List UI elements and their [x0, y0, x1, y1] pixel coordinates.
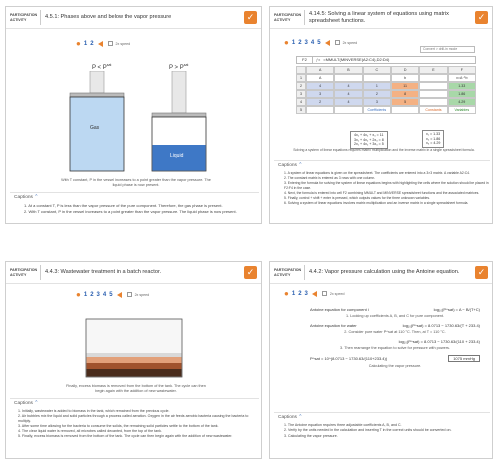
step-controls	[284, 38, 357, 47]
step-1-button[interactable]: 1	[83, 40, 88, 47]
step-2-button[interactable]: 2	[298, 290, 302, 297]
spreadsheet-row	[296, 82, 476, 90]
antoine-steps: Antoine equation for component i log₁₀(P^sat) = A − B/(T+C) 1. Looking up coefficients A, B, and C for pure component. Antoine equation for water log₁₀(P^sat) = 8.0713 − 1730.63/(T + 233.4) 2. Consider pure water P^sat at 110 °C. Then, at T = 110 °C. log₁₀(P^sat) = 8.0713 − 1730.63/(110 + 233.4) 3. Then rearrange the equation to solve for pressure with powers. P^sat = 10^(8.0713 − 1730.63/(110+233.4)) 1075 mmHg Calculating the vapor pressure.	[310, 307, 480, 368]
spreadsheet-cell[interactable]: b	[391, 74, 419, 82]
gas-label: Gas	[90, 125, 100, 131]
current-step-dot-icon: ●	[284, 289, 289, 298]
spreadsheet-cell[interactable]: 5	[391, 98, 419, 106]
spreadsheet-row	[296, 74, 476, 82]
spreadsheet-cell[interactable]: 2	[296, 82, 306, 90]
activity-title: 4.14.5: Solving a linear system of equations using matrix spreadsheet functions.	[309, 10, 449, 24]
spreadsheet-cell[interactable]: 3	[306, 90, 334, 98]
spreadsheet-cell[interactable]: 2	[306, 98, 334, 106]
caption-item: 5. Finally, control + shift + enter is pressed, which outputs values for the three unknown variables.	[284, 196, 430, 201]
step-4-button[interactable]: 4	[102, 291, 107, 298]
spreadsheet-cell[interactable]: 2	[363, 90, 391, 98]
spreadsheet-cell[interactable]: 8	[391, 90, 419, 98]
solution-box: x₁ = 1.33 x₂ = 1.86 x₃ = 4.29	[422, 130, 444, 148]
caption-item: 4. The clear liquid water is removed, all microbes called decanted, from the top of the tank.	[18, 429, 162, 434]
column-header: B	[334, 66, 362, 74]
activity-title: 4.5.1: Phases above and below the vapor pressure	[45, 14, 172, 21]
step-5-button[interactable]: 5	[317, 39, 321, 46]
speed-label: 2x speed	[115, 41, 131, 46]
current-step-dot-icon: ●	[76, 290, 81, 299]
activity-panel-linear-system	[269, 6, 493, 224]
column-header: C	[363, 66, 391, 74]
spreadsheet-cell[interactable]: 11	[391, 82, 419, 90]
captions-list	[284, 423, 490, 439]
column-header: D	[391, 66, 419, 74]
speed-checkbox[interactable]	[127, 292, 132, 297]
current-step-dot-icon: ●	[76, 39, 81, 48]
spreadsheet-cell[interactable]	[419, 74, 447, 82]
caption-item: 1. A system of linear equations is given on the spreadsheet. The coefficients are entered into a 3×3 matrix. A variable A2:C4.	[284, 171, 470, 175]
captions-toggle[interactable]: Captions ⌃	[278, 415, 303, 420]
caption-item: 2. Verify by the units needed in the calculation and inserting T in the correct units should be converted on.	[284, 428, 452, 433]
spreadsheet-cell[interactable]	[334, 74, 362, 82]
caption-item: 3. Calculating the vapor pressure.	[284, 433, 338, 438]
spreadsheet-cell[interactable]	[334, 106, 362, 114]
completion-check-icon: ✓	[475, 11, 488, 24]
animation-caption: With T constant, P in the vessel increases to a point greater than the vapor pressure. The liquid phase is now present.	[61, 178, 211, 187]
liquid-label: Liquid	[170, 153, 184, 159]
spreadsheet-cell[interactable]: 5	[296, 106, 306, 114]
spreadsheet-cell[interactable]: 1.33	[448, 82, 476, 90]
spreadsheet-cell[interactable]: Coefficients	[363, 106, 391, 114]
animation-caption: Finally, excess biomass is removed from the bottom of the tank. The cycle can then begin again with the addition of new wastewater.	[66, 384, 206, 393]
spreadsheet-cell[interactable]: x=A⁻¹b	[448, 74, 476, 82]
caption-item: 2. The constant matrix is entered as 3 rows with one column.	[284, 176, 376, 181]
formula-text: =MMULT(MINVERSE(A2:C4),D2:D4)	[323, 57, 390, 62]
spreadsheet-cell[interactable]	[419, 90, 447, 98]
spreadsheet-cell[interactable]	[419, 98, 447, 106]
activity-title: 4.4.3: Wastewater treatment in a batch reactor.	[45, 269, 162, 276]
column-header	[296, 66, 306, 74]
activity-panel-wastewater	[5, 261, 262, 459]
spreadsheet-row	[296, 90, 476, 98]
step-1-button[interactable]: 1	[291, 290, 296, 297]
captions-toggle[interactable]: Captions ⌃	[278, 163, 303, 168]
spreadsheet-cell[interactable]: 4	[296, 98, 306, 106]
step-controls	[284, 289, 344, 298]
activity-header	[6, 262, 261, 284]
spreadsheet-grid	[296, 66, 476, 114]
current-step-dot-icon: ●	[284, 38, 289, 47]
captions-list	[24, 203, 256, 215]
speed-label: 2x speed	[342, 40, 358, 45]
play-back-icon[interactable]	[312, 291, 317, 297]
spreadsheet-cell[interactable]	[391, 106, 419, 114]
captions-list	[284, 171, 490, 206]
left-vessel	[66, 71, 128, 173]
activity-tag: PARTICIPATION ACTIVITY	[10, 268, 38, 277]
spreadsheet-cell[interactable]: 1	[363, 82, 391, 90]
spreadsheet-cell[interactable]: 4	[306, 82, 334, 90]
spreadsheet-cell[interactable]	[306, 106, 334, 114]
activity-header	[6, 7, 261, 29]
speed-checkbox[interactable]	[322, 291, 327, 296]
spreadsheet-cell[interactable]: 4	[334, 90, 362, 98]
spreadsheet-row	[296, 98, 476, 106]
caption-item: 1. At a constant T, P is less than the vapor pressure of the pure component. Therefore, the gas phase is present.	[24, 203, 223, 208]
step-3-button[interactable]: 3	[96, 291, 100, 298]
spreadsheet-row	[296, 106, 476, 114]
activity-tag: PARTICIPATION ACTIVITY	[10, 13, 38, 22]
caption-item: 3. After some time allowing for the bacteria to consume the solids, the remaining solid particles settle to the bottom of the tank.	[18, 423, 219, 428]
step-controls	[76, 290, 149, 299]
activity-header	[270, 262, 492, 284]
activity-title: 4.4.2: Vapor pressure calculation using the Antoine equation.	[309, 269, 460, 276]
step-3-button[interactable]: 3	[304, 290, 308, 297]
completion-check-icon: ✓	[244, 266, 257, 279]
spreadsheet-cell[interactable]: 1.86	[448, 90, 476, 98]
activity-tag: PARTICIPATION ACTIVITY	[274, 268, 302, 277]
step-2-button[interactable]: 2	[298, 39, 302, 46]
spreadsheet-cell[interactable]: 1	[296, 74, 306, 82]
spreadsheet-cell[interactable]: 3	[363, 98, 391, 106]
speed-label: 2x speed	[329, 291, 345, 296]
activity-panel-vapor-phases	[5, 6, 262, 224]
step-1-button[interactable]: 1	[83, 291, 88, 298]
equation-system: 4x₁ + 4x₂ + x₃ = 11 3x₁ + 4x₂ + 2x₃ = 8 2x₁ + 4x₂ + 3x₃ = 5	[350, 131, 388, 149]
step-1-button[interactable]: 1	[291, 39, 296, 46]
spreadsheet-cell[interactable]: Variables	[448, 106, 476, 114]
right-vessel-label: $P > P^{sat}$	[169, 63, 189, 71]
caption-item: 5. Finally, excess biomass is removed from the bottom of the tank. The cycle can then begin again with the addition of new wastewater.	[18, 434, 233, 439]
completion-check-icon: ✓	[475, 266, 488, 279]
captions-list	[18, 409, 256, 440]
step-2-button[interactable]: 2	[90, 291, 94, 298]
fx-icon: ƒx	[316, 57, 321, 62]
completion-check-icon: ✓	[244, 11, 257, 24]
spreadsheet-cell[interactable]	[419, 82, 447, 90]
caption-item: 6. Solving a system of linear equations involves matrix multiplication and an inverse matrix in a single spreadsheet formula.	[284, 201, 469, 206]
caption-item: 3. Entering the formula for solving the system of linear equations begins with highlighting the cells where the solution should be placed in F2:F4 in the case.	[284, 181, 489, 190]
caption-item: 4. Next, the formula is entered into cell F2 combining MMULT and MINVERSE spreadsheet functions and the associated matrices.	[284, 190, 480, 195]
batch-reactor-tank	[84, 317, 184, 379]
cell-reference: F2	[297, 57, 313, 63]
caption-item: 2. With T constant, P in the vessel increases to a point greater than the vapor pressure. The liquid phase is now present.	[24, 209, 237, 215]
column-header: A	[306, 66, 334, 74]
step-4-button[interactable]: 4	[310, 39, 315, 46]
spreadsheet-cell[interactable]: 3	[296, 90, 306, 98]
speed-checkbox[interactable]	[108, 41, 113, 46]
spreadsheet-cell[interactable]: Constants	[419, 106, 447, 114]
spreadsheet-cell[interactable]: A	[306, 74, 334, 82]
activity-panel-antoine	[269, 261, 493, 459]
play-back-icon[interactable]	[325, 40, 330, 46]
left-vessel-label: $P < P^{sat}$	[92, 63, 112, 71]
activity-header	[270, 7, 492, 29]
activity-tag: PARTICIPATION ACTIVITY	[274, 13, 302, 22]
caption-item: 1. Initially, wastewater is added to biomass in the tank, which remained from the previous cycle.	[18, 409, 170, 413]
captions-toggle[interactable]: Captions ⌃	[14, 195, 39, 200]
spreadsheet-cell[interactable]: 4	[334, 82, 362, 90]
play-back-icon[interactable]	[98, 41, 103, 47]
caption-item: 2. Air bubbles mix the liquid and solid particles through a process called aeration. Oxygen in the air feeds aerobic bacteria causing the bacteria to multiply.	[18, 414, 249, 423]
speed-checkbox[interactable]	[335, 40, 340, 45]
caption-item: 1. The Antoine equation requires three adjustable coefficients A, B, and C.	[284, 423, 402, 427]
column-header: E	[419, 66, 447, 74]
play-back-icon[interactable]	[117, 292, 122, 298]
spreadsheet-cell[interactable]: 4	[334, 98, 362, 106]
step-2-button[interactable]: 2	[90, 40, 94, 47]
formula-bar[interactable]	[296, 56, 476, 64]
speed-label: 2x speed	[134, 292, 150, 297]
column-header: F	[448, 66, 476, 74]
animation-caption: Solving a system of linear equations requires matrix multiplication and the inverse matrix in a single spreadsheet formula.	[293, 148, 475, 152]
spreadsheet-cell[interactable]: 4.29	[448, 98, 476, 106]
result-box: 1075 mmHg	[448, 355, 480, 362]
step-controls	[76, 39, 130, 48]
spreadsheet-cell[interactable]	[363, 74, 391, 82]
step-3-button[interactable]: 3	[304, 39, 308, 46]
mode-dropdown[interactable]: Convert > drill-in mode	[420, 46, 475, 53]
step-5-button[interactable]: 5	[109, 291, 113, 298]
captions-toggle[interactable]: Captions ⌃	[14, 401, 39, 406]
